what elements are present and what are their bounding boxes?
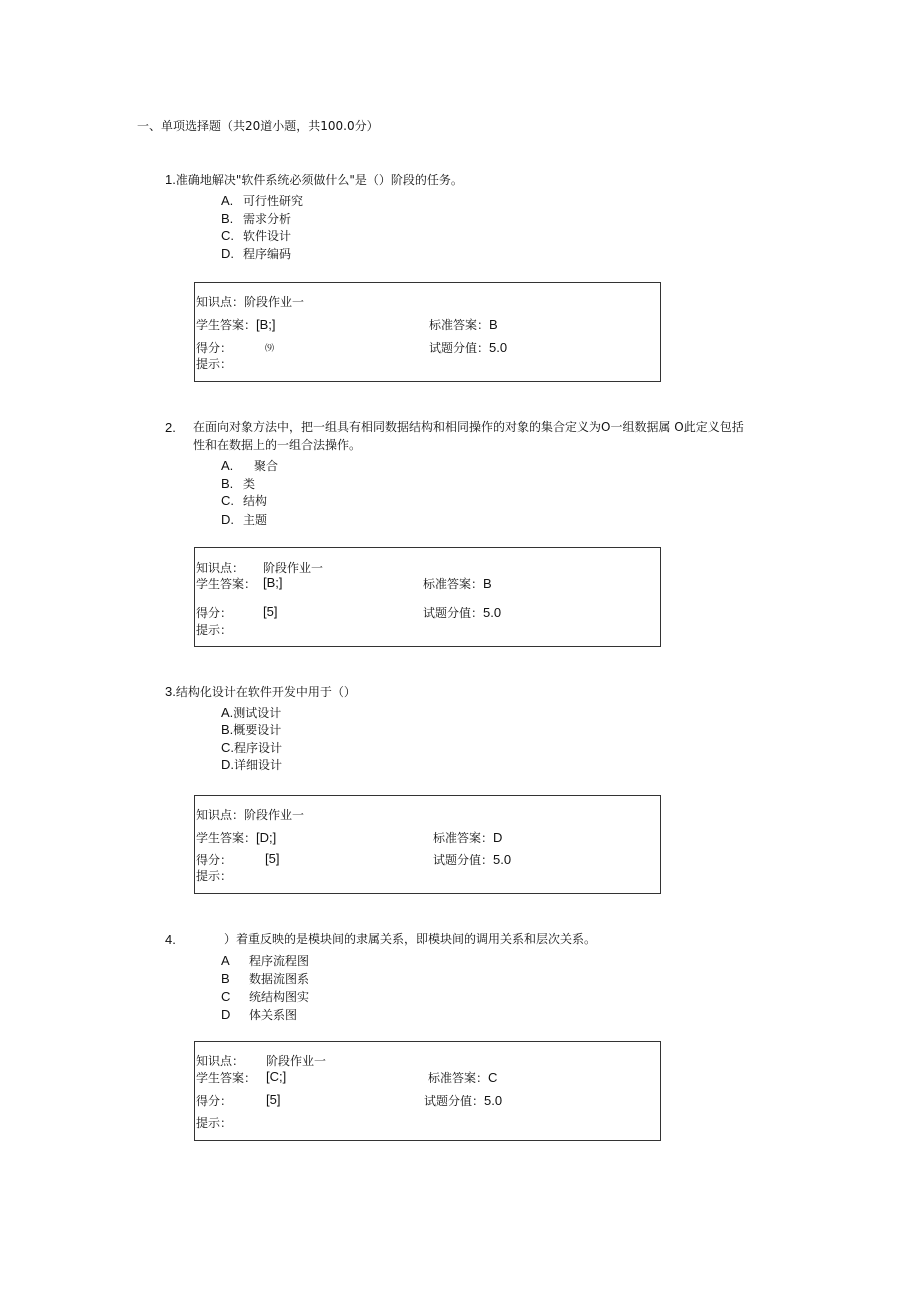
question-2-number: 2. (165, 420, 176, 435)
option-1-d[interactable]: D. 程序编码 (221, 246, 292, 261)
option-1-a[interactable]: A. 可行性研究 (221, 193, 304, 208)
answer-box-1 (194, 282, 661, 382)
knowledge-row: 知识点：阶段作业一 (196, 808, 305, 822)
points-row: 试题分值：5.0 (423, 605, 502, 620)
option-4-d[interactable]: D 体关系图 (221, 1007, 298, 1022)
option-3-a[interactable]: A.测试设计 (221, 705, 282, 720)
section-title: 一、单项选择题（共20道小题，共100.0分） (137, 119, 379, 133)
option-1-c[interactable]: C. 软件设计 (221, 228, 292, 243)
standard-answer-row: 标准答案：B (423, 576, 492, 591)
score-value: [5] (266, 1092, 281, 1107)
option-4-c[interactable]: C 统结构图实 (221, 989, 310, 1004)
score-label: 得分： (196, 853, 233, 867)
hint-row: 提示： (196, 869, 233, 883)
question-2-text-line1: 在面向对象方法中，把一组具有相同数据结构和相同操作的对象的集合定义为O一组数据属 O此定义包括 (193, 420, 744, 434)
student-answer-row: 学生答案：[D;] (196, 830, 277, 845)
option-2-b[interactable]: B. 类 (221, 476, 256, 491)
score-label: 得分： (196, 1094, 233, 1108)
points-row: 试题分值：5.0 (424, 1093, 503, 1108)
option-2-c[interactable]: C. 结构 (221, 493, 268, 508)
standard-answer-row: 标准答案：D (433, 830, 503, 845)
option-2-a[interactable]: A. 聚合 (221, 458, 279, 473)
hint-row: 提示： (196, 357, 233, 371)
question-number: 1. (165, 172, 176, 187)
answer-box-3 (194, 795, 661, 894)
answer-box-4 (194, 1041, 661, 1141)
option-4-b[interactable]: B 数据流图系 (221, 971, 310, 986)
option-4-a[interactable]: A 程序流程图 (221, 953, 310, 968)
option-2-d[interactable]: D. 主题 (221, 512, 268, 527)
knowledge-row: 知识点：阶段作业一 (196, 295, 305, 309)
student-answer-label: 学生答案： (196, 1071, 257, 1085)
student-answer-label: 学生答案： (196, 577, 257, 591)
score-value: [5] (263, 604, 278, 619)
score-value: [5] (265, 851, 280, 866)
question-4-number: 4. (165, 932, 176, 947)
question-4-text: ）着重反映的是模块间的隶属关系，即模块间的调用关系和层次关系。 (224, 932, 597, 946)
student-answer-value: [C;] (266, 1069, 287, 1084)
score-label: 得分： (196, 341, 233, 355)
points-row: 试题分值：5.0 (429, 340, 508, 355)
question-3-text: 3.结构化设计在软件开发中用于（） (165, 684, 356, 699)
knowledge-value: 阶段作业一 (266, 1054, 327, 1068)
student-answer-row: 学生答案：[B;] (196, 317, 276, 332)
question-2-text-line2: 性和在数据上的一组合法操作。 (193, 438, 362, 452)
question-number: 3. (165, 684, 176, 699)
hint-row: 提示： (196, 1116, 233, 1130)
option-1-b[interactable]: B. 需求分析 (221, 211, 292, 226)
knowledge-value: 阶段作业一 (263, 561, 324, 575)
knowledge-label: 知识点： (196, 1054, 245, 1068)
student-answer-value: [B;] (263, 575, 283, 590)
score-value: ⑼ (265, 344, 275, 354)
standard-answer-row: 标准答案：B (429, 317, 498, 332)
score-label: 得分： (196, 606, 233, 620)
option-3-d[interactable]: D.详细设计 (221, 757, 283, 772)
option-3-c[interactable]: C.程序设计 (221, 740, 283, 755)
option-3-b[interactable]: B.概要设计 (221, 722, 282, 737)
standard-answer-row: 标准答案：C (428, 1070, 498, 1085)
question-1-text: 1.准确地解决"软件系统必须做什么"是（）阶段的任务。 (165, 172, 463, 187)
hint-row: 提示： (196, 623, 233, 637)
points-row: 试题分值：5.0 (433, 852, 512, 867)
answer-box-2 (194, 547, 661, 647)
knowledge-label: 知识点： (196, 561, 245, 575)
